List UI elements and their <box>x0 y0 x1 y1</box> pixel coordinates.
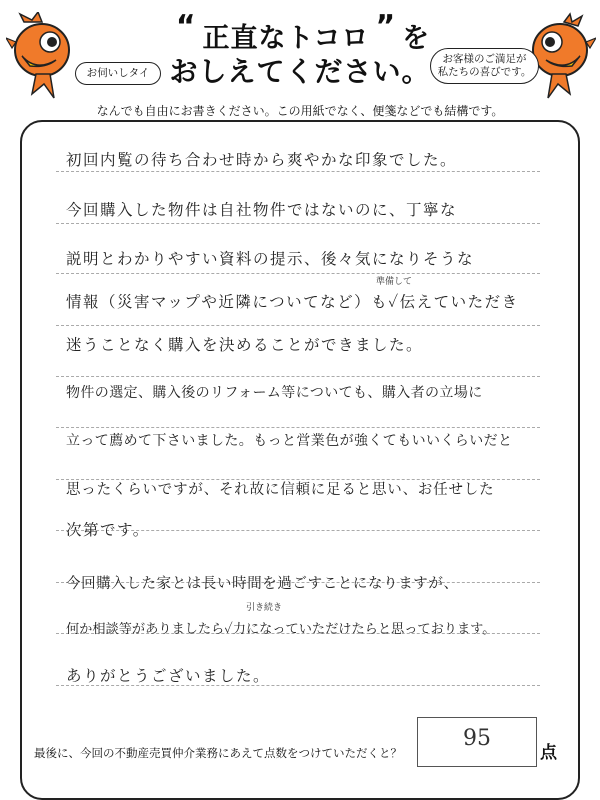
letter-line: 初回内覧の待ち合わせ時から爽やかな印象でした。 <box>66 151 458 169</box>
letter-line: 迷うことなく購入を決めることができました。 <box>66 336 424 354</box>
score-question: 最後に、今回の不動産売買仲介業務にあえて点数をつけていただくと？ <box>34 746 402 760</box>
letter-line: 今回購入した物件は自社物件ではないのに、丁寧な <box>66 201 458 219</box>
insert-note-2: 引き続き <box>246 603 283 613</box>
letter-line: 何か相談等がありましたら✓力になっていただけたらと思っております。 <box>66 622 496 637</box>
letter-line: 今回購入した家とは長い時間を過ごすことになりますが、 <box>66 576 459 592</box>
ruled-line <box>56 171 540 172</box>
page-title-line2: おしえてください。 <box>169 55 431 88</box>
ruled-line <box>56 376 540 377</box>
title-line1-text: 正直なトコロ <box>202 23 370 54</box>
speech-bubble-right-line1: お客様のご満足が <box>442 53 527 65</box>
letter-line: 思ったくらいですが、それ故に信頼に足ると思い、お任せした <box>66 482 495 498</box>
letter-line: 情報（災害マップや近隣についてなど）も✓伝えていただき <box>66 293 519 311</box>
speech-bubble-right-line2: 私たちの喜びです。 <box>437 66 532 78</box>
ruled-line <box>56 223 540 224</box>
score-value: 95 <box>463 726 491 751</box>
ruled-line <box>56 325 540 326</box>
ruled-line <box>56 273 540 274</box>
close-quote-mark: ” <box>375 9 397 44</box>
letter-line: 次第です。 <box>66 521 150 539</box>
open-quote-mark: “ <box>175 9 197 44</box>
ruled-line <box>56 427 540 428</box>
speech-bubble-left: お伺いしタイ <box>75 62 161 85</box>
speech-bubble-right <box>430 48 539 84</box>
letter-line: ありがとうございました。 <box>66 667 271 685</box>
score-unit: 点 <box>540 743 557 763</box>
letter-line: 立って薦めて下さいました。もっと営業色が強くてもいいくらいだと <box>66 433 513 449</box>
instructions-text: なんでも自由にお書きください。この用紙でなく、便箋などでも結構です。 <box>96 104 504 118</box>
insert-note-1: 準備して <box>376 277 413 287</box>
letter-line: 説明とわかりやすい資料の提示、後々気になりそうな <box>66 250 475 268</box>
comment-card <box>20 120 580 800</box>
letter-line: 物件の選定、購入後のリフォーム等についても、購入者の立場に <box>66 385 483 401</box>
title-suffix: を <box>402 23 431 54</box>
score-box <box>417 717 537 767</box>
